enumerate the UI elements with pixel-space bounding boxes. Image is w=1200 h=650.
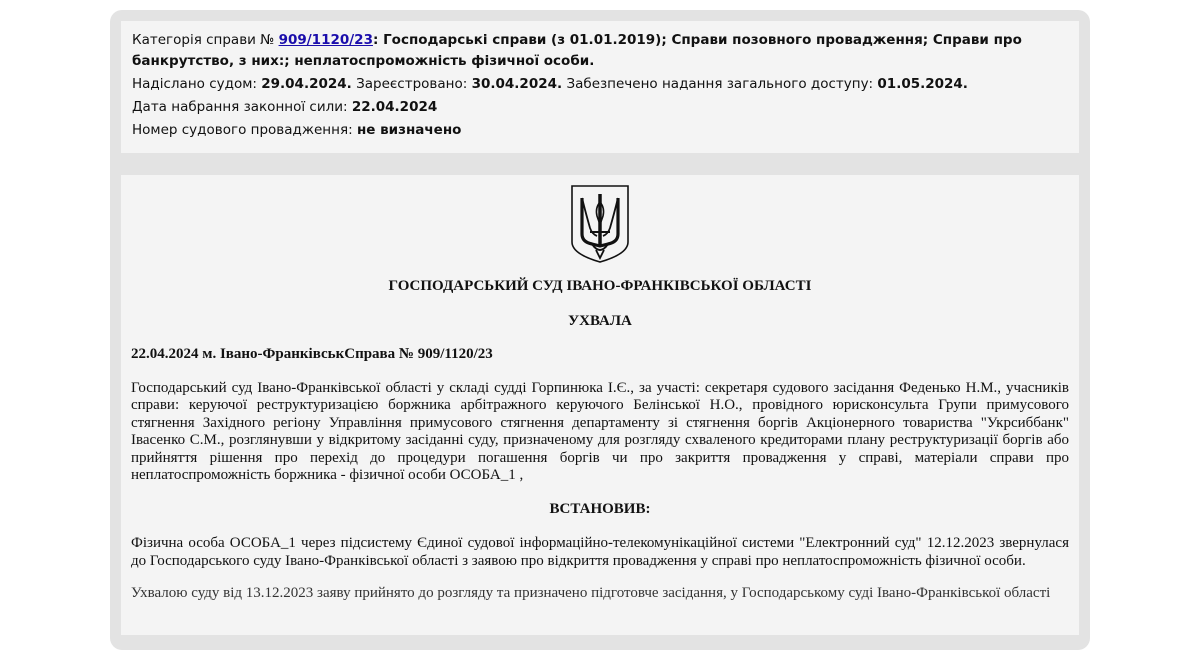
paragraph-cutoff: Ухвалою суду від 13.12.2023 заяву прийнято до розгляду та призначено підготовче засідання, у Господарському суді Івано-Франківської області: [131, 585, 1051, 601]
establish-heading: ВСТАНОВИВ:: [549, 500, 651, 517]
effective-date: 22.04.2024: [351, 99, 438, 115]
case-category-label: Категорія справи №: [132, 32, 275, 48]
court-name: ГОСПОДАРСЬКИЙ СУД ІВАНО-ФРАНКІВСЬКОЇ ОБЛАСТІ: [388, 278, 812, 294]
access-label: Забезпечено надання загального доступу:: [566, 76, 874, 92]
sent-date: 29.04.2024.: [261, 76, 352, 92]
effective-date-line: [132, 97, 1068, 118]
paragraph-application: Фізична особа ОСОБА_1 через підсистему Єдиної судової інформаційно-телекомунікаційної системи "Електронний суд" 12.12.2023 звернулася до Господарського суду Івано-Франківської області з заявою про відкриття провадження у справі про неплатоспроможність фізичної особи.: [131, 535, 1069, 569]
registered-date: 30.04.2024.: [471, 76, 563, 92]
proceeding-value: не визначено: [356, 122, 462, 138]
effective-label: Дата набрання законної сили:: [132, 99, 348, 115]
case-number-link[interactable]: 909/1120/23: [278, 32, 373, 48]
case-category-line: [132, 30, 1068, 72]
trident-emblem-icon: [570, 184, 630, 264]
proceeding-label: Номер судового провадження:: [132, 122, 353, 138]
sent-label: Надіслано судом:: [132, 76, 257, 92]
case-meta-panel: [121, 21, 1079, 153]
access-date: 01.05.2024.: [877, 76, 968, 92]
dateline: 22.04.2024 м. Івано-ФранківськСправа № 909/1120/23: [131, 346, 493, 362]
registered-label: Зареєстровано:: [356, 76, 468, 92]
dates-line: [132, 74, 1068, 95]
paragraph-intro: Господарський суд Івано-Франківської області у складі судді Горпинюка І.Є., за участі: секретаря судового засідання Феденько Н.М., учасників справи: керуючої реструктуризацією боржника арбітражного керуючого Белінської Н.О., провідного юрисконсульта Групи примусового стягнення Західного регіону Управління примусового стягнення департаменту зі стягнення боргів Акціонерного товариства "Укрсиббанк" Івасенко С.М., розглянувши у відкритому засіданні суду, призначеному для розгляду схваленого кредиторами плану реструктуризації боргів або прийняття рішення про перехід до процедури погашення боргів чи про закриття провадження у справі, матеріали справи про неплатоспроможність боржника - фізичної особи ОСОБА_1 ,: [131, 379, 1069, 483]
proceeding-line: [132, 120, 1068, 141]
case-category-text: : Господарські справи (з 01.01.2019); Справи позовного провадження; Справи про банкрутство, з них:; неплатоспроможність фізичної особи.: [132, 32, 1022, 69]
ruling-title: УХВАЛА: [568, 312, 632, 329]
document-body: [121, 175, 1079, 635]
